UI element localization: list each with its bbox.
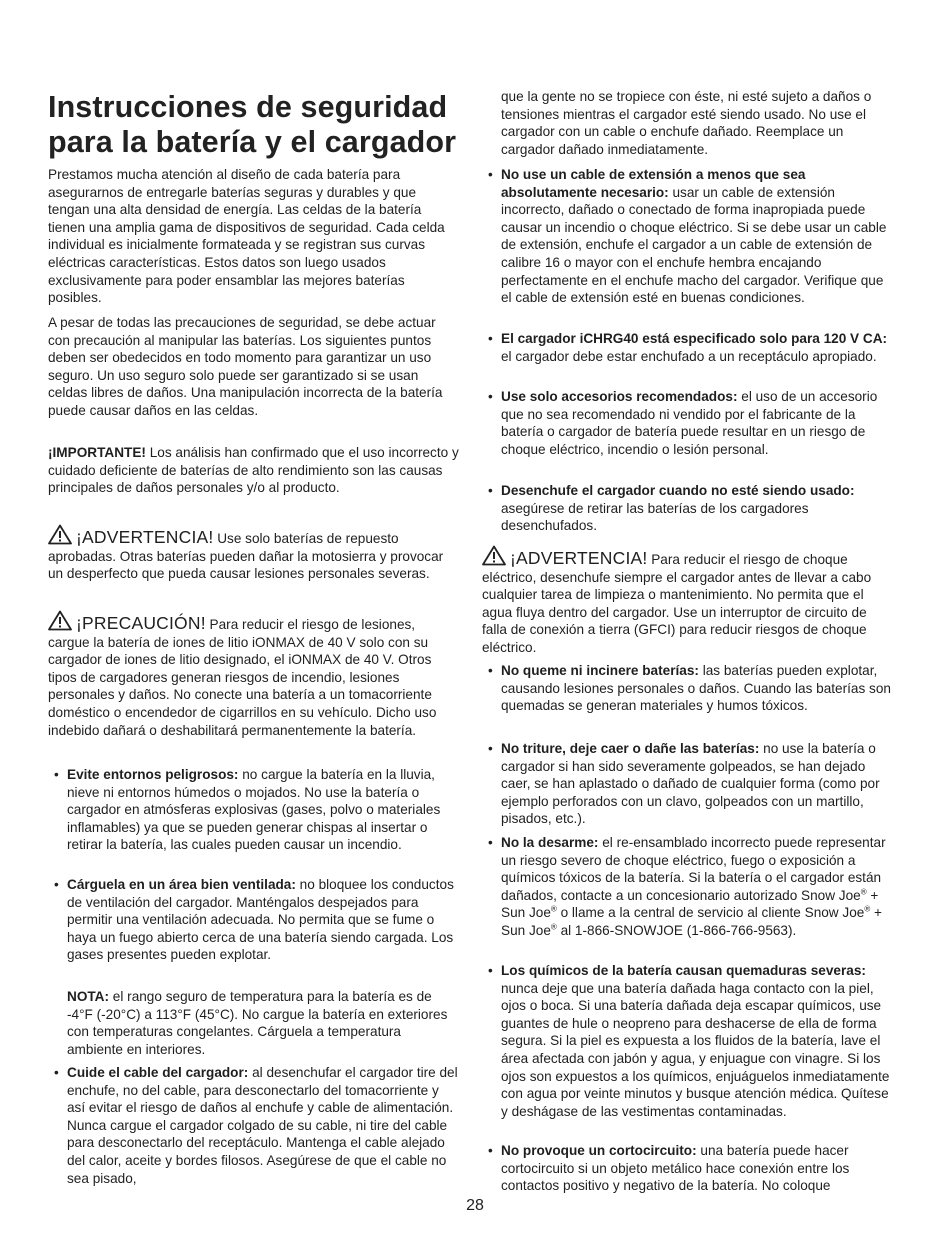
list-item: • El cargador iCHRG40 está especificado solo para 120 V CA: el cargador debe estar enchufado a un receptáculo apropiado. <box>488 331 888 364</box>
warning-block: ¡ADVERTENCIA! Use solo baterías de repuesto aprobadas. Otras baterías pueden dañar la motosierra y provocar un desperfecto que pueda causar lesiones personales severas. <box>48 524 460 583</box>
list-item: • No provoque un cortocircuito: una batería puede hacer cortocircuito si un objeto metálico hace conexión entre los contactos positivo y negativo de la batería. No coloque <box>488 1143 850 1194</box>
important-label: ¡IMPORTANTE! <box>48 445 146 460</box>
list-item: • Cuide el cable del cargador: al desenchufar el cargador tire del enchufe, no del cable, para desconectarlo del tomacorriente y así evitar el riesgo de daños al enchufe y cable de alimentación. Nunca cargue el cargador colgado de su cable, ni tire del cable para desconectarlo del receptáculo. Mantenga el cable alejado del calor, aceite y bordes filosos. Asegúrese de que el cable no sea pisado, <box>54 1065 458 1186</box>
list-item: • Cárguela en un área bien ventilada: no bloquee los conductos de ventilación del cargador. Manténgalos despejados para permitir una ventilación adecuada. No permita que se fume o haya un fuego abierto cerca de una batería siendo cargada. Los gases presentes pueden explotar. <box>54 877 454 963</box>
warning-triangle-icon <box>482 545 506 566</box>
warning-title: ¡ADVERTENCIA! <box>510 548 648 568</box>
list-item: • Use solo accesorios recomendados: el uso de un accesorio que no sea recomendado ni vendido por el fabricante de la batería o cargador de batería puede resultar en un riesgo de choque eléctrico, incendio o lesión personal. <box>488 389 878 457</box>
warning-triangle-icon <box>48 524 72 545</box>
list-item: • Evite entornos peligrosos: no cargue la batería en la lluvia, nieve ni entornos húmedos o mojados. No use la batería o cargador en atmósferas explosivas (gases, polvo o materiales inflamables) ya que se pueden generar chispas al insertar o retirar la batería, las cuales pueden causar un incendio. <box>54 767 441 853</box>
important-paragraph: ¡IMPORTANTE! Los análisis han confirmado que el uso incorrecto y cuidado deficiente de baterías de alto rendimiento son las causas principales de daños personales y/o al producto. <box>48 445 459 496</box>
list-item: • No use un cable de extensión a menos que sea absolutamente necesario: usar un cable de extensión incorrecto, dañado o conectado de forma inapropiada puede causar un incendio o choque eléctrico. Si se debe usar un cable de extensión, enchufe el cargador a un cable de extensión de calibre 16 o mayor con el enchufe hembra encajando perfectamente en el enchufe macho del cargador. Verifique que el cable de extensión esté en buenas condiciones. <box>488 167 887 306</box>
list-item: • Desenchufe el cargador cuando no esté siendo usado: asegúrese de retirar las baterías de los cargadores desenchufados. <box>488 483 855 534</box>
list-item: • No la desarme: el re-ensamblado incorrecto puede representar un riesgo severo de choque eléctrico, fuego o exposición a químicos tóxicos de la batería. Si la batería o el cargador están dañados, contacte a un concesionario autorizado Snow Joe® + Sun Joe® o llame a la central de servicio al cliente Snow Joe® + Sun Joe® al 1-866-SNOWJOE (1-866-766-9563). <box>488 835 886 938</box>
note-paragraph: NOTA: el rango seguro de temperatura para la batería es de -4°F (-20°C) a 113°F (45°C). No cargue la batería en exteriores con temperaturas congelantes. Cárguela a temperatura ambiente en interiores. <box>67 989 448 1057</box>
caution-title: ¡PRECAUCIÓN! <box>76 613 206 633</box>
list-item: • Los químicos de la batería causan quemaduras severas: nunca deje que una batería dañada haga contacto con la piel, ojos o boca. Si una batería dañada deja escapar químicos, use guantes de hule o neopreno para deshacerse de ella de forma segura. Si la piel es expuesta a los fluidos de la batería, lave el área afectada con jabón y agua, y enjuague con vinagre. Si los ojos son expuestos a los químicos, enjuáguelos inmediatamente con agua por veinte minutos y busque atención médica. Quítese y deshágase de las vestimentas contaminadas. <box>488 963 890 1119</box>
caution-block: ¡PRECAUCIÓN! Para reducir el riesgo de lesiones, cargue la batería de iones de litio iONMAX de 40 V solo con su cargador de iones de litio designado, el iONMAX de 40 V. Otros tipos de cargadores generan riesgos de incendio, lesiones personales y daños. No conecte una batería a un tomacorriente doméstico o encendedor de cigarrillos en su vehículo. Dicho uso indebido dañará o deshabilitará permanentemente la batería. <box>48 610 460 739</box>
page-number: 28 <box>466 1197 484 1214</box>
precaution-paragraph: A pesar de todas las precauciones de seguridad, se debe actuar con precaución al manipular las baterías. Los siguientes puntos deben ser obedecidos en todo momento para garantizar un uso seguro. Un uso seguro solo puede ser garantizado si se usan celdas libres de daños. Una manipulación incorrecta de la batería puede causar daños en las celdas. <box>48 315 443 418</box>
page-title: Instrucciones de seguridad para la batería y el cargador <box>48 90 457 159</box>
warning-block: ¡ADVERTENCIA! Para reducir el riesgo de choque eléctrico, desenchufe siempre el cargador antes de llevar a cabo cualquier tarea de limpieza o mantenimiento. No permita que el agua fluya dentro del cargador. Use un interruptor de circuito de falla de conexión a tierra (GFCI) para reducir riesgos de choque eléctrico. <box>482 545 892 657</box>
caution-triangle-icon <box>48 610 72 631</box>
intro-paragraph: Prestamos mucha atención al diseño de cada batería para asegurarnos de entregarle baterías seguras y durables y que tengan una alta densidad de energía. Las celdas de la batería tienen una amplia gama de dispositivos de seguridad. Cada celda individual es inicialmente formateada y se registran sus curvas eléctricas características. Estos datos son luego usados exclusivamente para poder ensamblar las mejores baterías posibles. <box>48 167 445 306</box>
warning-title: ¡ADVERTENCIA! <box>76 527 214 547</box>
list-item: • No triture, deje caer o dañe las baterías: no use la batería o cargador si han sido severamente golpeados, se han dejado caer, se han aplastado o dañado de cualquier forma (como por ejemplo perforados con un clavo, golpeados con un martillo, pisados, etc.). <box>488 741 880 827</box>
continued-paragraph: que la gente no se tropiece con éste, ni esté sujeto a daños o tensiones mientras el cargador esté siendo usado. No use el cargador con un cable o enchufe dañado. Reemplace un cargador dañado inmediatamente. <box>501 89 872 157</box>
list-item: • No queme ni incinere baterías: las baterías pueden explotar, causando lesiones personales o daños. Cuando las baterías son quemadas se generan materiales y humos tóxicos. <box>488 663 891 714</box>
